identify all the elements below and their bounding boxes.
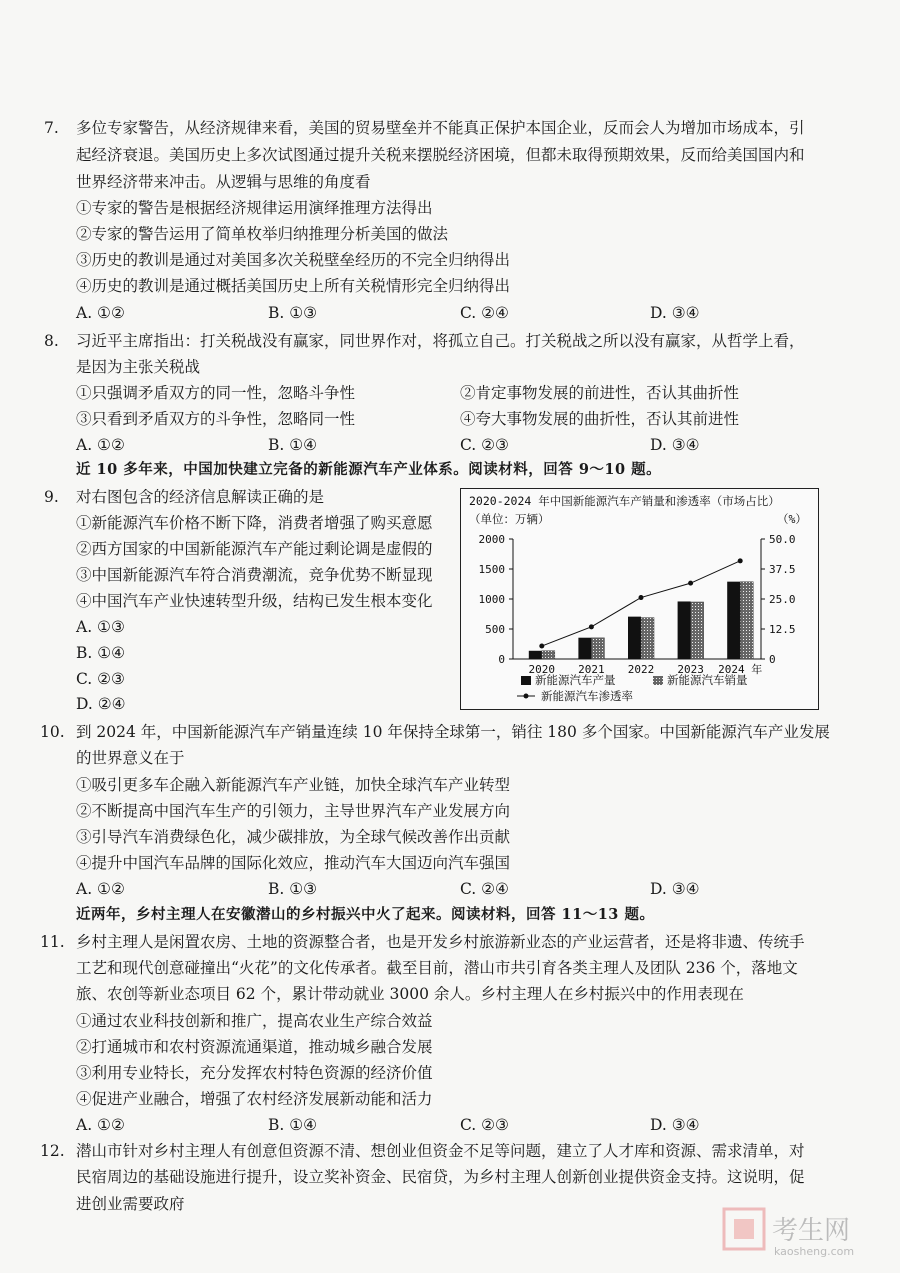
chart-canvas (461, 489, 818, 709)
option-d: D. ③④ (650, 880, 700, 898)
y2-tick-label: 0 (769, 653, 776, 666)
y2-tick-label: 37.5 (769, 563, 796, 576)
legend-penetration-marker (524, 694, 529, 699)
penetration-point (589, 624, 594, 629)
statement-item: ②打通城市和农村资源流通渠道，推动城乡融合发展 (76, 1038, 433, 1056)
option-a: A. ①② (76, 436, 125, 454)
y2-tick-label: 12.5 (769, 623, 796, 636)
y-tick-label: 500 (485, 623, 505, 636)
statement-item: ③利用专业特长，充分发挥农村特色资源的经济价值 (76, 1064, 433, 1082)
statement-item: ③中国新能源汽车符合消费潮流，竞争优势不断显现 (76, 566, 433, 584)
watermark (722, 1205, 872, 1259)
question-stem: 民宿周边的基础设施进行提升，设立奖补资金、民宿贷，为乡村主理人创新创业提供资金支持。这说明，促 (76, 1168, 805, 1186)
option-d: D. ③④ (650, 436, 700, 454)
legend-production-label: 新能源汽车产量 (535, 673, 616, 687)
statement-item: ④提升中国汽车品牌的国际化效应，推动汽车大国迈向汽车强国 (76, 854, 511, 872)
statement-item: ④历史的教训是通过概括美国历史上所有关税情形完全归纳得出 (76, 277, 511, 295)
option-b: B. ①④ (268, 1116, 318, 1134)
option-c: C. ②③ (460, 436, 509, 454)
statement-item: ④中国汽车产业快速转型升级，结构已发生根本变化 (76, 592, 433, 610)
question-stem: 多位专家警告，从经济规律来看，美国的贸易壁垒并不能真正保护本国企业，反而会人为增加市场成本，引 (76, 119, 805, 137)
option-b: B. ①③ (268, 304, 318, 322)
question-stem: 是因为主张关税战 (76, 358, 201, 376)
y-tick-label: 2000 (478, 533, 505, 546)
question-stem: 工艺和现代创意碰撞出“火花”的文化传承者。截至目前，潜山市共引育各类主理人及团队 236 个，落地文 (76, 959, 798, 977)
statement-item: ①新能源汽车价格不断下降，消费者增强了购买意愿 (76, 514, 433, 532)
question-stem: 乡村主理人是闲置农房、土地的资源整合者，也是开发乡村旅游新业态的产业运营者，还是将非遗、传统手 (76, 933, 805, 951)
option-c: C. ②③ (76, 670, 125, 688)
question-stem: 潜山市针对乡村主理人有创意但资源不清、想创业但资金不足等问题，建立了人才库和资源、需求清单，对 (76, 1142, 805, 1160)
legend-penetration-label: 新能源汽车渗透率 (541, 689, 633, 703)
legend-sales-label: 新能源汽车销量 (667, 673, 748, 687)
option-a: A. ①② (76, 880, 125, 898)
y2-tick-label: 50.0 (769, 533, 796, 546)
watermark-url: kaosheng.com (774, 1245, 855, 1258)
bar-production-2024 (727, 582, 740, 659)
question-number: 11. (40, 933, 65, 951)
bar-production-2023 (678, 601, 691, 659)
y-tick-label: 1500 (478, 563, 505, 576)
material-intro: 近 10 多年来，中国加快建立完备的新能源汽车产业体系。阅读材料，回答 9～10 题。 (76, 461, 662, 478)
x-tick-label: 2024 年 (718, 663, 763, 676)
option-c: C. ②③ (460, 1116, 509, 1134)
question-number: 9. (44, 488, 59, 506)
option-a: A. ①② (76, 304, 125, 322)
option-b: B. ①④ (268, 436, 318, 454)
legend-production-swatch (521, 676, 531, 685)
sales-penetration-chart (460, 488, 819, 710)
statement-item: ①专家的警告是根据经济规律运用演绎推理方法得出 (76, 199, 433, 217)
bar-sales-2022 (641, 618, 654, 659)
option-a: A. ①③ (76, 618, 125, 636)
question-stem: 世界经济带来冲击。从逻辑与思维的角度看 (76, 173, 371, 191)
material-intro: 近两年，乡村主理人在安徽潜山的乡村振兴中火了起来。阅读材料，回答 11～13 题。 (76, 906, 655, 923)
chart-y2-unit: （%） (777, 512, 807, 526)
statement-item: ①吸引更多车企融入新能源汽车产业链，加快全球汽车产业转型 (76, 776, 511, 794)
statement-item: ③历史的教训是通过对美国多次关税壁垒经历的不完全归纳得出 (76, 251, 511, 269)
statement-item: ①通过农业科技创新和推广，提高农业生产综合效益 (76, 1012, 433, 1030)
option-d: D. ③④ (650, 304, 700, 322)
question-stem: 到 2024 年，中国新能源汽车产销量连续 10 年保持全球第一，销往 180 多个国家。中国新能源汽车产业发展 (76, 723, 830, 741)
question-number: 7. (44, 119, 59, 137)
question-stem: 进创业需要政府 (76, 1195, 185, 1213)
kaosheng-logo-icon (722, 1205, 872, 1259)
statement-item: ②不断提高中国汽车生产的引领力，主导世界汽车产业发展方向 (76, 802, 511, 820)
option-a: A. ①② (76, 1116, 125, 1134)
question-stem: 的世界意义在于 (76, 749, 185, 767)
statement-item: ②西方国家的中国新能源汽车产能过剩论调是虚假的 (76, 540, 433, 558)
question-stem: 起经济衰退。美国历史上多次试图通过提升关税来摆脱经济困境，但都未取得预期效果，反而给美国国内和 (76, 146, 805, 164)
option-c: C. ②④ (460, 304, 509, 322)
statement-item: ③只看到矛盾双方的斗争性，忽略同一性 (76, 410, 356, 428)
x-tick-label: 2021 (578, 663, 605, 676)
question-stem: 旅、农创等新业态项目 62 个，累计带动就业 3000 余人。乡村主理人在乡村振兴中的作用表现在 (76, 985, 744, 1003)
bar-sales-2021 (591, 638, 604, 659)
penetration-point (639, 595, 644, 600)
y-tick-label: 1000 (478, 593, 505, 606)
option-b: B. ①③ (268, 880, 318, 898)
question-number: 8. (44, 332, 59, 350)
option-d: D. ③④ (650, 1116, 700, 1134)
option-d: D. ②④ (76, 695, 126, 713)
x-tick-label: 2022 (627, 663, 655, 676)
chart-title: 2020-2024 年中国新能源汽车产销量和渗透率（市场占比） (469, 494, 780, 508)
statement-item: ②专家的警告运用了简单枚举归纳推理分析美国的做法 (76, 225, 449, 243)
question-number: 10. (40, 723, 65, 741)
bar-sales-2020 (542, 651, 555, 659)
question-stem: 习近平主席指出：打关税战没有赢家，同世界作对，将孤立自己。打关税战之所以没有赢家，从哲学上看， (76, 332, 805, 350)
option-c: C. ②④ (460, 880, 509, 898)
bar-sales-2023 (691, 602, 704, 659)
option-b: B. ①④ (76, 644, 126, 662)
x-tick-label: 2020 (528, 663, 556, 676)
penetration-point (539, 644, 544, 649)
statement-item: ③引导汽车消费绿色化，减少碳排放，为全球气候改善作出贡献 (76, 828, 511, 846)
question-stem: 对右图包含的经济信息解读正确的是 (76, 488, 325, 506)
bar-sales-2024 (740, 582, 753, 659)
statement-item: ④夸大事物发展的曲折性，否认其前进性 (460, 410, 740, 428)
legend-sales-swatch (653, 676, 663, 685)
watermark-brand: 考生网 (772, 1216, 851, 1246)
chart-y-unit: （单位：万辆） (469, 512, 550, 526)
bar-production-2020 (529, 651, 542, 659)
bar-production-2021 (578, 638, 591, 659)
question-number: 12. (40, 1142, 65, 1160)
y2-tick-label: 25.0 (769, 593, 796, 606)
penetration-point (688, 581, 693, 586)
statement-item: ④促进产业融合，增强了农村经济发展新动能和活力 (76, 1090, 433, 1108)
penetration-point (738, 558, 743, 563)
y-tick-label: 0 (498, 653, 505, 666)
bar-production-2022 (628, 617, 641, 659)
statement-item: ②肯定事物发展的前进性，否认其曲折性 (460, 384, 740, 402)
x-tick-label: 2023 (677, 663, 704, 676)
statement-item: ①只强调矛盾双方的同一性，忽略斗争性 (76, 384, 356, 402)
